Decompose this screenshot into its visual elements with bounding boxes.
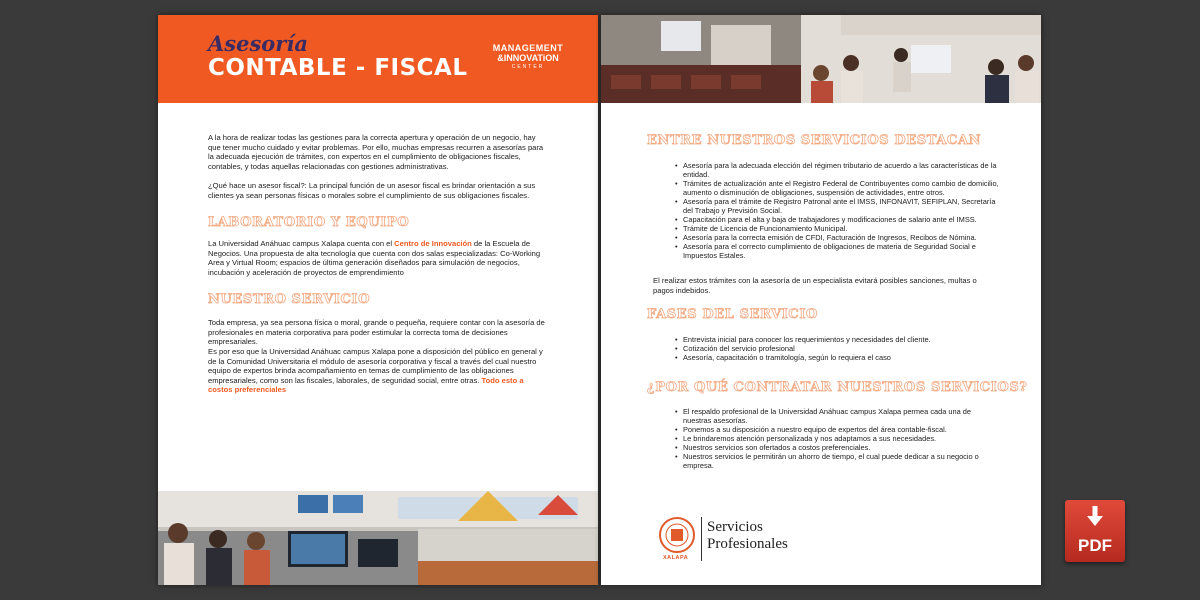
lab-paragraph: [208, 239, 548, 277]
services-list-item: • Asesoría para la correcta emisión de CFDI, Facturación de Ingresos, Recibos de Nómina.: [683, 233, 1001, 242]
service-paragraph-2: [208, 347, 548, 395]
phases-list-item: • Asesoría, capacitación o tramitología, según lo requiera el caso: [683, 353, 1001, 362]
intro-paragraph-1: A la hora de realizar todas las gestiones para la correcta apertura y operación de un negocio, hay que tener mucho cuidado y evitar problemas. Por ello, muchas empresas recurren a asesorías para la adecuada ejecución de trámites, con expertos en el cumplimiento de obligaciones fiscales, contables, y todas aquellas relacionadas con gestiones administrativas.: [208, 133, 544, 171]
services-list-item: • Capacitación para el alta y baja de trabajadores y modificaciones de salario ante el IMSS.: [683, 215, 1001, 224]
why-list-item: • Le brindaremos atención personalizada y nos adaptamos a sus necesidades.: [683, 434, 989, 443]
seal-caption: XALAPA: [663, 555, 689, 561]
services-list: [673, 161, 1001, 260]
why-heading: ¿POR QUÉ CONTRATAR NUESTROS SERVICIOS?: [647, 380, 1028, 395]
phases-list: [673, 335, 1001, 362]
header-script-title: Asesoría: [208, 31, 308, 56]
why-list-item: • Ponemos a su disposición a nuestro equipo de expertos del área contable-fiscal.: [683, 425, 989, 434]
coworking-photo: [158, 491, 598, 585]
phases-heading: FASES DEL SERVICIO: [647, 307, 818, 322]
phases-list-item: • Entrevista inicial para conocer los requerimientos y necesidades del cliente.: [683, 335, 1001, 344]
servicios-profesionales-logo: [657, 515, 857, 565]
download-arrow-icon: [1086, 506, 1104, 528]
service-paragraph-1: Toda empresa, ya sea persona física o moral, grande o pequeña, requiere contar con la asesoría de profesionales en materia corporativa para poder estimular la correcta toma de decisiones empresariales.: [208, 318, 545, 347]
why-list-item: • Nuestros servicios son ofertados a costos preferenciales.: [683, 443, 989, 452]
lab-highlight: Centro de Innovación: [394, 239, 472, 248]
header-main-title: CONTABLE - FISCAL: [208, 55, 468, 81]
services-list-item: • Asesoría para el correcto cumplimiento de obligaciones de materia de Seguridad Social e Impuestos Estales.: [683, 242, 1001, 260]
why-list-item: • El respaldo profesional de la Universidad Anáhuac campus Xalapa permea cada una de nuestras asesorías.: [683, 407, 989, 425]
lab-heading: LABORATORIO Y EQUIPO: [208, 215, 410, 230]
lab-text-before: La Universidad Anáhuac campus Xalapa cuenta con el: [208, 239, 395, 248]
logo-text: [707, 519, 788, 553]
service-heading: NUESTRO SERVICIO: [208, 292, 371, 307]
brochure-page-right: [601, 15, 1041, 585]
service-highlight: Todo esto a costos preferenciales: [208, 375, 524, 395]
why-list-item: • Nuestros servicios le permitirán un ahorro de tiempo, el cual puede dedicar a su negocio o empresa.: [683, 452, 989, 470]
logo-text-line-2: Profesionales: [707, 536, 788, 552]
service-text-before: Es por eso que la Universidad Anáhuac campus Xalapa pone a disposición del público en general y de la Comunidad Universitaria el módulo de asesoría corporativa y fiscal a través del cual nuestro equipo de expertos brinda acompañamiento en temas de cumplimiento de las obligaciones empresariales, como son las fiscales, laborales, de seguridad social, entre otras.: [208, 347, 543, 385]
logo-line-2: &INNOVATiON: [497, 53, 559, 63]
services-list-item: • Asesoría para el trámite de Registro Patronal ante el IMSS, INFONAVIT, SEFIPLAN, Secretaría del Trabajo y Previsión Social.: [683, 197, 1001, 215]
intro-paragraph-2: ¿Qué hace un asesor fiscal?: La principal función de un asesor fiscal es brindar orientación a sus clientes ya sean personas físicas o morales sobre el cumplimiento de sus obligaciones fiscales.: [208, 181, 536, 200]
services-list-item: • Trámites de actualización ante el Registro Federal de Contribuyentes como cambio de domicilio, aumento o disminución de obligaciones, suspensión de actividades, entre otros.: [683, 179, 1001, 197]
services-heading: ENTRE NUESTROS SERVICIOS DESTACAN: [647, 133, 982, 148]
pdf-label: PDF: [1078, 536, 1112, 555]
brochure-page-left: [158, 15, 598, 585]
logo-divider: [701, 517, 702, 561]
management-innovation-logo: [488, 43, 568, 70]
logo-text-line-1: Servicios: [707, 519, 763, 535]
header-banner: [158, 15, 598, 103]
logo-line-3: CENTER: [511, 64, 545, 70]
lab-text-after: de la Escuela de Negocios. Una propuesta de alta tecnología que cuenta con dos salas especializadas: Co-Working Area y Virtual Room; espacios de última generación diseñados para simulación de negocios, incubación y aceleración de proyectos de emprendimiento: [208, 239, 541, 277]
virtual-room-photo: [601, 15, 1041, 103]
why-list: [673, 407, 989, 470]
services-list-item: • Asesoría para la adecuada elección del régimen tributario de acuerdo a las características de la entidad.: [683, 161, 1001, 179]
services-list-item: • Trámite de Licencia de Funcionamiento Municipal.: [683, 224, 1001, 233]
logo-line-1: MANAGEMENT: [492, 43, 564, 53]
pdf-download-button[interactable]: [1065, 500, 1125, 562]
phases-list-item: • Cotización del servicio profesional: [683, 344, 1001, 353]
services-note: El realizar estos trámites con la asesoría de un especialista evitará posibles sanciones, multas o pagos indebidos.: [653, 276, 977, 295]
